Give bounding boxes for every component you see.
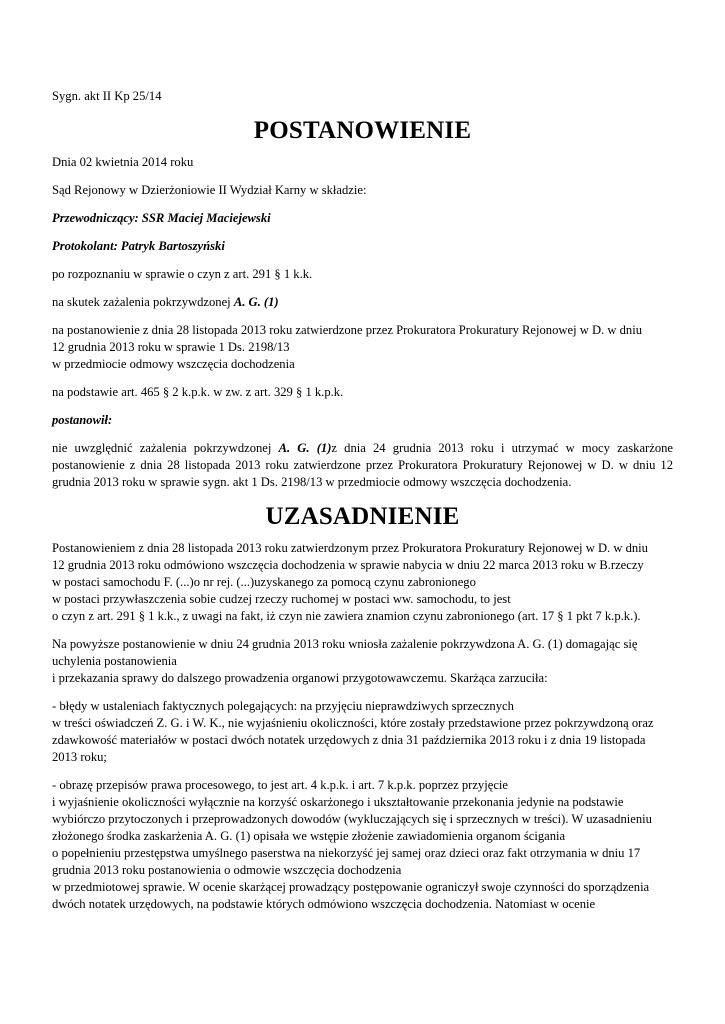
- case-signature: Sygn. akt II Kp 25/14: [52, 89, 162, 103]
- justification-line: grudnia 2013 roku postanowienia o odmowie wszczęcia dochodzenia: [52, 863, 402, 877]
- justification-line: o popełnieniu przestępstwa umyślnego paserstwa na niekorzyść jej samej oraz dzieci oraz fakt otrzymania w dniu 17: [52, 846, 641, 860]
- appealed-decision: [52, 322, 673, 373]
- complaint-party: A. G. (1): [233, 295, 279, 309]
- justification-line: i wyjaśnienie okoliczności wyłącznie na korzyść oskarżonego i ukształtowanie przekonania jedynie na podstawie: [52, 795, 624, 809]
- justification-line: wybiórczo przytoczonych i przeprowadzonych dowodów (wykluczających się i sprzecznych w treści). W uzasadnieniu: [52, 812, 652, 826]
- justification-line: w postaci przywłaszczenia sobie cudzej rzeczy ruchomej w postaci ww. samochodu, to jest: [52, 592, 511, 606]
- justification-line: i przekazania sprawy do dalszego prowadzenia organowi przygotowawczemu. Skarżąca zarzuciła:: [52, 671, 548, 685]
- decided-label: postanowił:: [52, 413, 113, 427]
- ruling-party: A. G. (1): [278, 441, 332, 455]
- appealed-line: 12 grudnia 2013 roku w sprawie 1 Ds. 2198/13: [52, 340, 290, 354]
- ruling-rest: z dnia 24 grudnia 2013 roku i utrzymać w mocy zaskarżone postanowienie z dnia 28 listopada 2013 roku zatwierdzone przez Prokuratora Prokuratury Rejonowej w D. w dniu 12 grudnia 2013 roku w sprawie sygn. akt 1 Ds. 2198/13 w przedmiocie odmowy wszczęcia dochodzenia.: [52, 441, 674, 489]
- appealed-line: na postanowienie z dnia 28 listopada 2013 roku zatwierdzone przez Prokuratora Prokuratury Rejonowej w D. w dniu: [52, 323, 642, 337]
- document-title: POSTANOWIENIE: [253, 117, 472, 144]
- justification-line: dwóch notatek urzędowych, na podstawie których odmówiono wszczęcia dochodzenia. Natomiast w ocenie: [52, 897, 596, 911]
- justification-line: - błędy w ustaleniach faktycznych polegających: na przyjęciu nieprawdziwych sprzecznych: [52, 699, 514, 713]
- complaint-line: [52, 294, 673, 311]
- justification-line: złożonego środka zaskarżenia A. G. (1) opisała we wstępie złożenie zawiadomienia organom ścigania: [52, 829, 566, 843]
- justification-line: 2013 roku;: [52, 750, 107, 764]
- justification-line: zdawkowość materiałów w postaci dwóch notatek urzędowych z dnia 31 października 2013 roku i z dnia 19 listopada: [52, 733, 646, 747]
- appealed-line: w przedmiocie odmowy wszczęcia dochodzenia: [52, 357, 295, 371]
- justification-paragraph: [52, 777, 673, 913]
- document-page: [52, 88, 673, 924]
- justification-line: w treści oświadczeń Z. G. i W. K., nie wyjaśnieniu okoliczności, które zostały przedstawione przez pokrzywdzoną oraz: [52, 716, 654, 730]
- justification-line: 12 grudnia 2013 roku odmówiono wszczęcia dochodzenia w sprawie nabycia w dniu 22 marca 2013 roku w B.rzeczy: [52, 558, 644, 572]
- justification-line: Na powyższe postanowienie w dniu 24 grudnia 2013 roku wniosła zażalenie pokrzywdzona A. G. (1) domagając się: [52, 637, 638, 651]
- complaint-prefix: na skutek zażalenia pokrzywdzonej: [52, 295, 234, 309]
- date-line: Dnia 02 kwietnia 2014 roku: [52, 155, 194, 169]
- considered-line: po rozpoznaniu w sprawie o czyn z art. 291 § 1 k.k.: [52, 267, 313, 281]
- justification-paragraph: [52, 698, 673, 766]
- court-line: Sąd Rejonowy w Dzierżoniowie II Wydział Karny w składzie:: [52, 183, 367, 197]
- justification-line: Postanowieniem z dnia 28 listopada 2013 roku zatwierdzonym przez Prokuratora Prokuratury Rejonowej w D. w dniu: [52, 541, 648, 555]
- justification-line: - obrazę przepisów prawa procesowego, to jest art. 4 k.p.k. i art. 7 k.p.k. poprzez przyjęcie: [52, 778, 509, 792]
- justification-paragraph: [52, 540, 673, 625]
- legal-basis: na podstawie art. 465 § 2 k.p.k. w zw. z art. 329 § 1 k.p.k.: [52, 385, 344, 399]
- justification-title: UZASADNIENIE: [265, 503, 460, 530]
- presiding-judge: Przewodniczący: SSR Maciej Maciejewski: [52, 211, 271, 225]
- ruling-prefix: nie uwzględnić zażalenia pokrzywdzonej: [52, 441, 279, 455]
- justification-line: o czyn z art. 291 § 1 k.k., z uwagi na fakt, iż czyn nie zawiera znamion czynu zabronionego (art. 17 § 1 pkt 7 k.p.k.).: [52, 609, 641, 623]
- justification-line: uchylenia postanowienia: [52, 654, 177, 668]
- justification-paragraph: [52, 636, 673, 687]
- justification-line: w przedmiotowej sprawie. W ocenie skarżącej prowadzący postępowanie ograniczył swoje czynności do sporządzenia: [52, 880, 650, 894]
- justification-line: w postaci samochodu F. (...)o nr rej. (...)uzyskanego za pomocą czynu zabronionego: [52, 575, 476, 589]
- court-clerk: Protokolant: Patryk Bartoszyński: [52, 239, 225, 253]
- ruling-paragraph: [52, 440, 673, 491]
